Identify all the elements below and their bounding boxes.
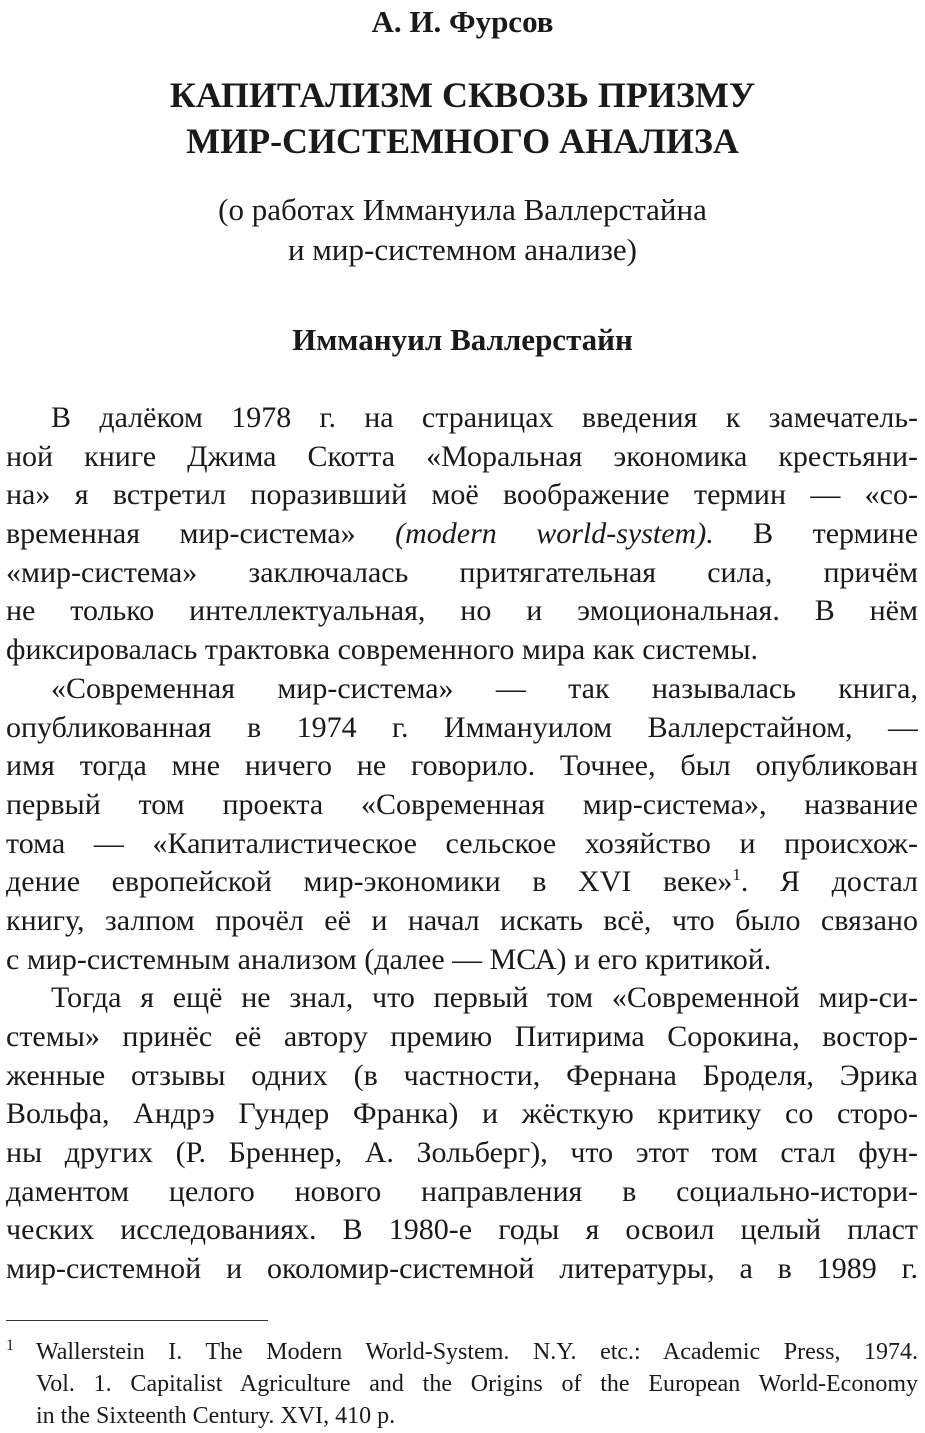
text-line: книгу, залпом прочёл её и начал искать всё, что было связано bbox=[6, 903, 918, 937]
text-line: ны других (Р. Бреннер, А. Зольберг), что этот том стал фун- bbox=[6, 1136, 918, 1170]
footnote bbox=[6, 1336, 918, 1432]
chapter-title-line: МИР-СИСТЕМНОГО АНАЛИЗА bbox=[186, 121, 739, 161]
chapter-subtitle bbox=[0, 190, 925, 270]
chapter-title bbox=[0, 72, 925, 164]
footnote-divider bbox=[6, 1320, 268, 1321]
italic-term: (modern world-system). bbox=[395, 517, 714, 551]
text-fragment: . Я достал bbox=[740, 865, 918, 899]
text-line: первый том проекта «Современная мир-система», название bbox=[6, 787, 918, 821]
text-line: «мир-система» заключалась притягательная сила, причём bbox=[6, 555, 918, 589]
section-heading: Иммануил Валлерстайн bbox=[292, 322, 633, 357]
text-fragment: дение европейской мир-экономики в XVI веке» bbox=[6, 865, 733, 899]
text-line: женные отзывы одних (в частности, Фернана Броделя, Эрика bbox=[6, 1058, 918, 1092]
footnote-number: 1 bbox=[6, 1337, 14, 1354]
text-line: ной книге Джима Скотта «Моральная экономика крестьяни- bbox=[6, 439, 918, 473]
body-text bbox=[6, 399, 918, 1289]
footnote-line: Wallerstein I. The Modern World-System. N.Y. etc.: Academic Press, 1974. bbox=[36, 1339, 918, 1365]
text-fragment: В термине bbox=[753, 517, 918, 551]
text-line: опубликованная в 1974 г. Иммануилом Валлерстайном, — bbox=[6, 710, 918, 744]
text-line bbox=[6, 863, 918, 902]
footnote-line: in the Sixteenth Century. XVI, 410 p. bbox=[36, 1403, 396, 1429]
footnote-line: Vol. 1. Capitalist Agriculture and the Origins of the European World-Economy bbox=[36, 1371, 918, 1397]
chapter-title-line: КАПИТАЛИЗМ СКВОЗЬ ПРИЗМУ bbox=[169, 75, 756, 115]
text-line: ческих исследованиях. В 1980-е годы я освоил целый пласт bbox=[6, 1213, 918, 1247]
author-name: А. И. Фурсов bbox=[371, 4, 554, 39]
text-line: мир-системной и околомир-системной литературы, а в 1989 г. bbox=[6, 1252, 918, 1286]
text-line: Тогда я ещё не знал, что первый том «Современной мир-си- bbox=[51, 981, 918, 1015]
text-line: В далёком 1978 г. на страницах введения к замечатель- bbox=[51, 401, 918, 434]
text-line bbox=[6, 515, 918, 554]
text-line: тома — «Капиталистическое сельское хозяйство и происхож- bbox=[6, 826, 918, 860]
text-line: с мир-системным анализом (далее — МСА) и его критикой. bbox=[6, 942, 772, 976]
text-line: даментом целого нового направления в социально-истори- bbox=[6, 1174, 918, 1208]
chapter-subtitle-line: и мир-системном анализе) bbox=[287, 232, 638, 267]
text-fragment: временная мир-система» bbox=[6, 517, 356, 551]
text-line: Вольфа, Андрэ Гундер Франка) и жёсткую критику со сторо- bbox=[6, 1097, 918, 1131]
text-line: стемы» принёс её автору премию Питирима Сорокина, востор- bbox=[6, 1020, 918, 1053]
footnote-ref[interactable]: 1 bbox=[732, 865, 741, 885]
text-line: имя тогда мне ничего не говорило. Точнее, был опубликован bbox=[6, 749, 918, 783]
chapter-subtitle-line: (о работах Иммануила Валлерстайна bbox=[218, 192, 707, 227]
text-line: фиксировалась трактовка современного мира как системы. bbox=[6, 633, 758, 667]
text-line: не только интеллектуальная, но и эмоциональная. В нём bbox=[6, 594, 918, 628]
text-line: на» я встретил поразивший моё воображение термин — «со- bbox=[6, 478, 918, 512]
text-line: «Современная мир-система» — так называлась книга, bbox=[51, 671, 918, 705]
